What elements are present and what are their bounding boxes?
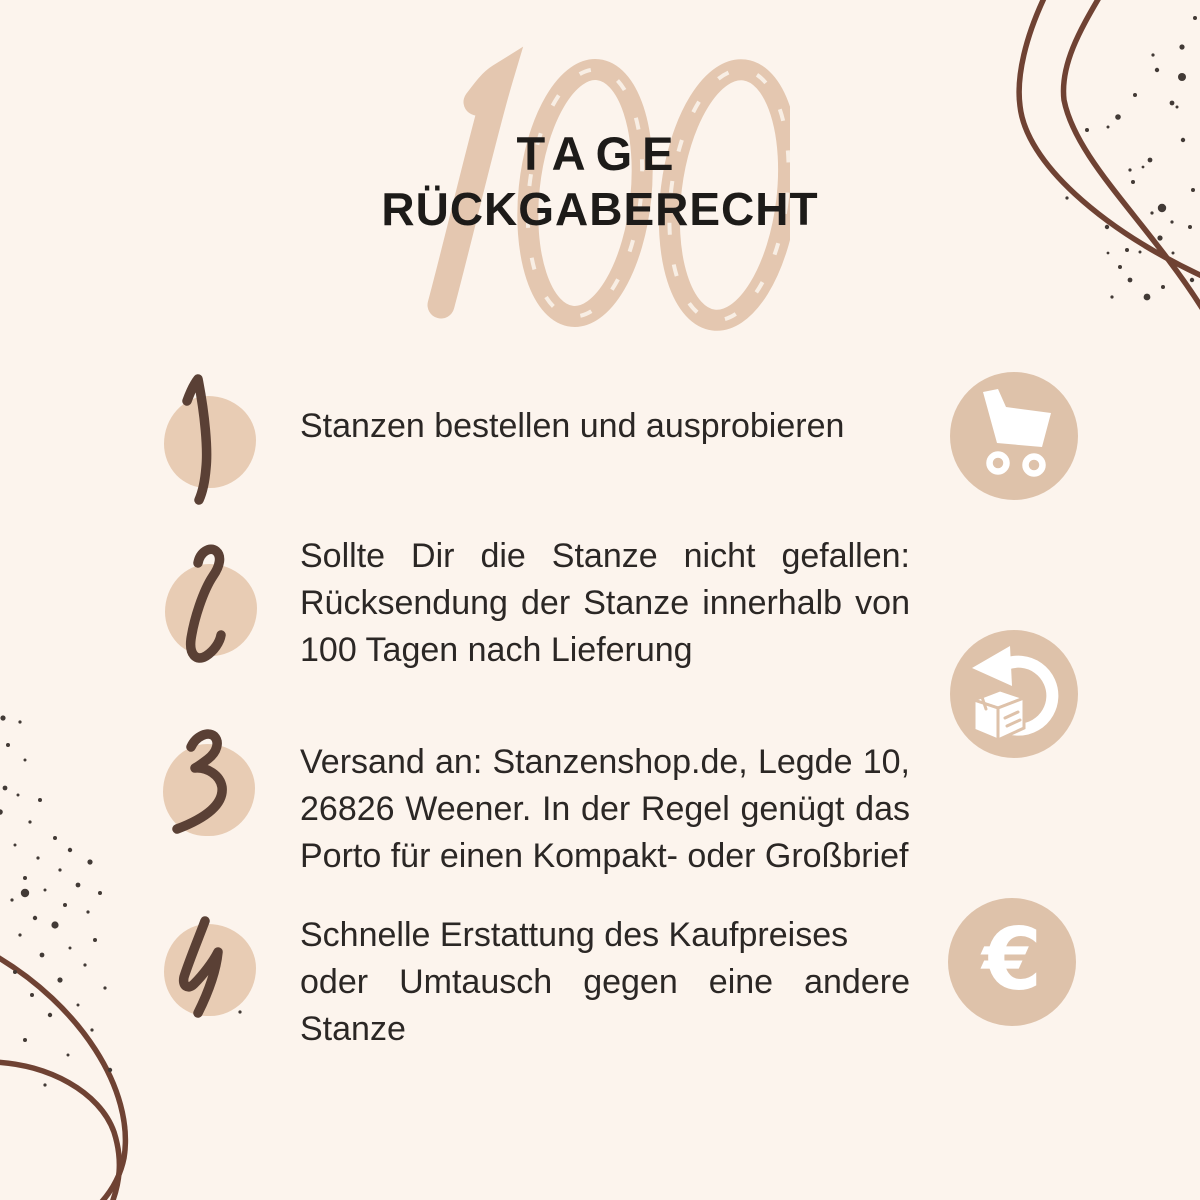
step-4-badge xyxy=(145,895,275,1045)
step-2-line-2: Rücksendung der Stanze innerhalb von xyxy=(300,584,910,622)
step-1-badge xyxy=(145,367,275,517)
page-title-line-2: RÜCKGABERECHT xyxy=(381,183,819,235)
step-3-line-1: Versand an: Stanzenshop.de, Legde 10, xyxy=(300,743,910,781)
step-2-number-icon xyxy=(146,535,276,685)
step-3-number-icon xyxy=(144,715,274,865)
step-1-number-icon xyxy=(145,367,275,517)
euro-icon xyxy=(948,898,1076,1026)
step-3-line-2: 26826 Weener. In der Regel genügt das xyxy=(300,790,910,828)
step-3-line-3: Porto für einen Kompakt- oder Großbrief xyxy=(300,837,909,875)
step-3-text xyxy=(300,739,910,880)
step-2-text xyxy=(300,533,910,674)
step-4-line-1: Schnelle Erstattung des Kaufpreises xyxy=(300,916,849,954)
package-return-icon xyxy=(950,630,1078,758)
step-1-line-1: Stanzen bestellen und ausprobieren xyxy=(300,407,845,445)
shopping-cart-icon xyxy=(950,372,1078,500)
step-4-line-2: oder Umtausch gegen eine andere xyxy=(300,963,910,1001)
step-3-badge xyxy=(144,715,274,865)
euro-symbol: € xyxy=(982,910,1042,1010)
step-4-line-3: Stanze xyxy=(300,1010,406,1048)
step-4-text xyxy=(300,912,910,1053)
step-4-number-icon xyxy=(145,895,275,1045)
step-2-line-1: Sollte Dir die Stanze nicht gefallen: xyxy=(300,537,910,575)
step-2-line-3: 100 Tagen nach Lieferung xyxy=(300,631,693,669)
step-2-badge xyxy=(146,535,276,685)
page-title-line-1: TAGE xyxy=(516,127,684,180)
step-1-text xyxy=(300,403,910,450)
